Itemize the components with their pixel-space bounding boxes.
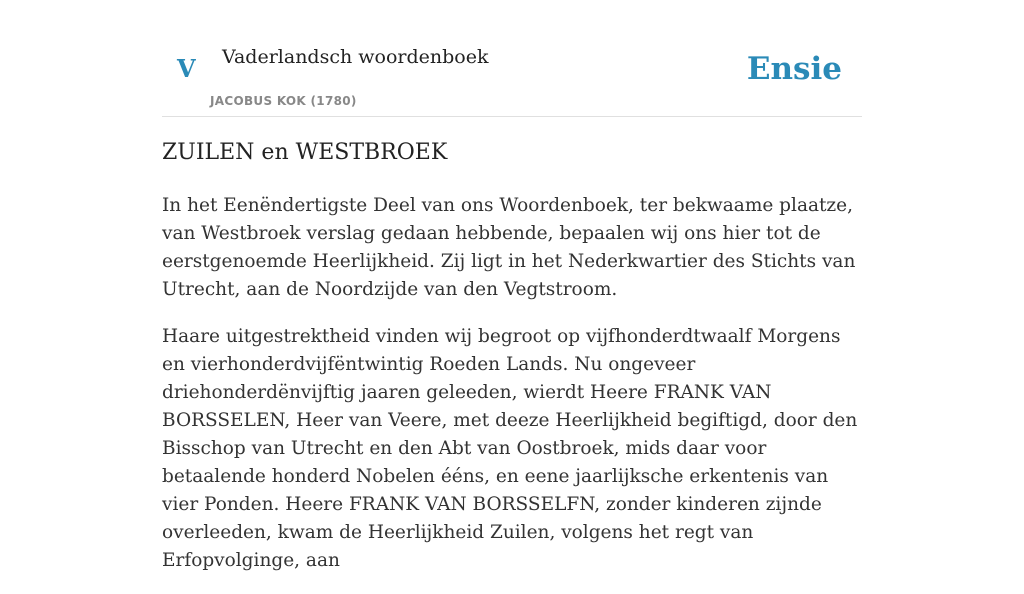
book-title-link[interactable]: Vaderlandsch woordenboek (222, 46, 489, 68)
entry-paragraph: In het Eenëndertigste Deel van ons Woordenboek, ter bekwaame plaatze, van Westbroek verslag gedaan hebbende, bepaalen wij ons hier tot de eerstgenoemde Heerlijkheid. Zij ligt in het Nederkwartier des Stichts van Utrecht, aan de Noordzijde van den Vegtstroom. (162, 195, 856, 300)
entry-title: ZUILEN en WESTBROEK (162, 140, 448, 165)
book-letter-icon[interactable]: V (177, 54, 196, 83)
header (162, 0, 862, 117)
entry-paragraph: Haare uitgestrektheid vinden wij begroot op vijfhonderdtwaalf Morgens en vierhonderdvijfëntwintig Roeden Lands. Nu ongeveer driehonderdënvijftig jaaren geleeden, wierdt Heere FRANK VAN BORSSELEN, Heer van Veere, met deeze Heerlijkheid begiftigd, door den Bisschop van Utrecht en den Abt van Oostbroek, mids daar voor betaalende honderd Nobelen ééns, en eene jaarlijksche erkentenis van vier Ponden. Heere FRANK VAN BORSSELFN, zonder kinderen zijnde overleeden, kwam de Heerlijkheid Zuilen, volgens het regt van Erfopvolginge, aan (162, 326, 858, 571)
book-author: JACOBUS KOK (1780) (210, 94, 357, 108)
entry-content (162, 192, 862, 594)
ensie-logo-link[interactable]: Ensie (746, 51, 842, 87)
